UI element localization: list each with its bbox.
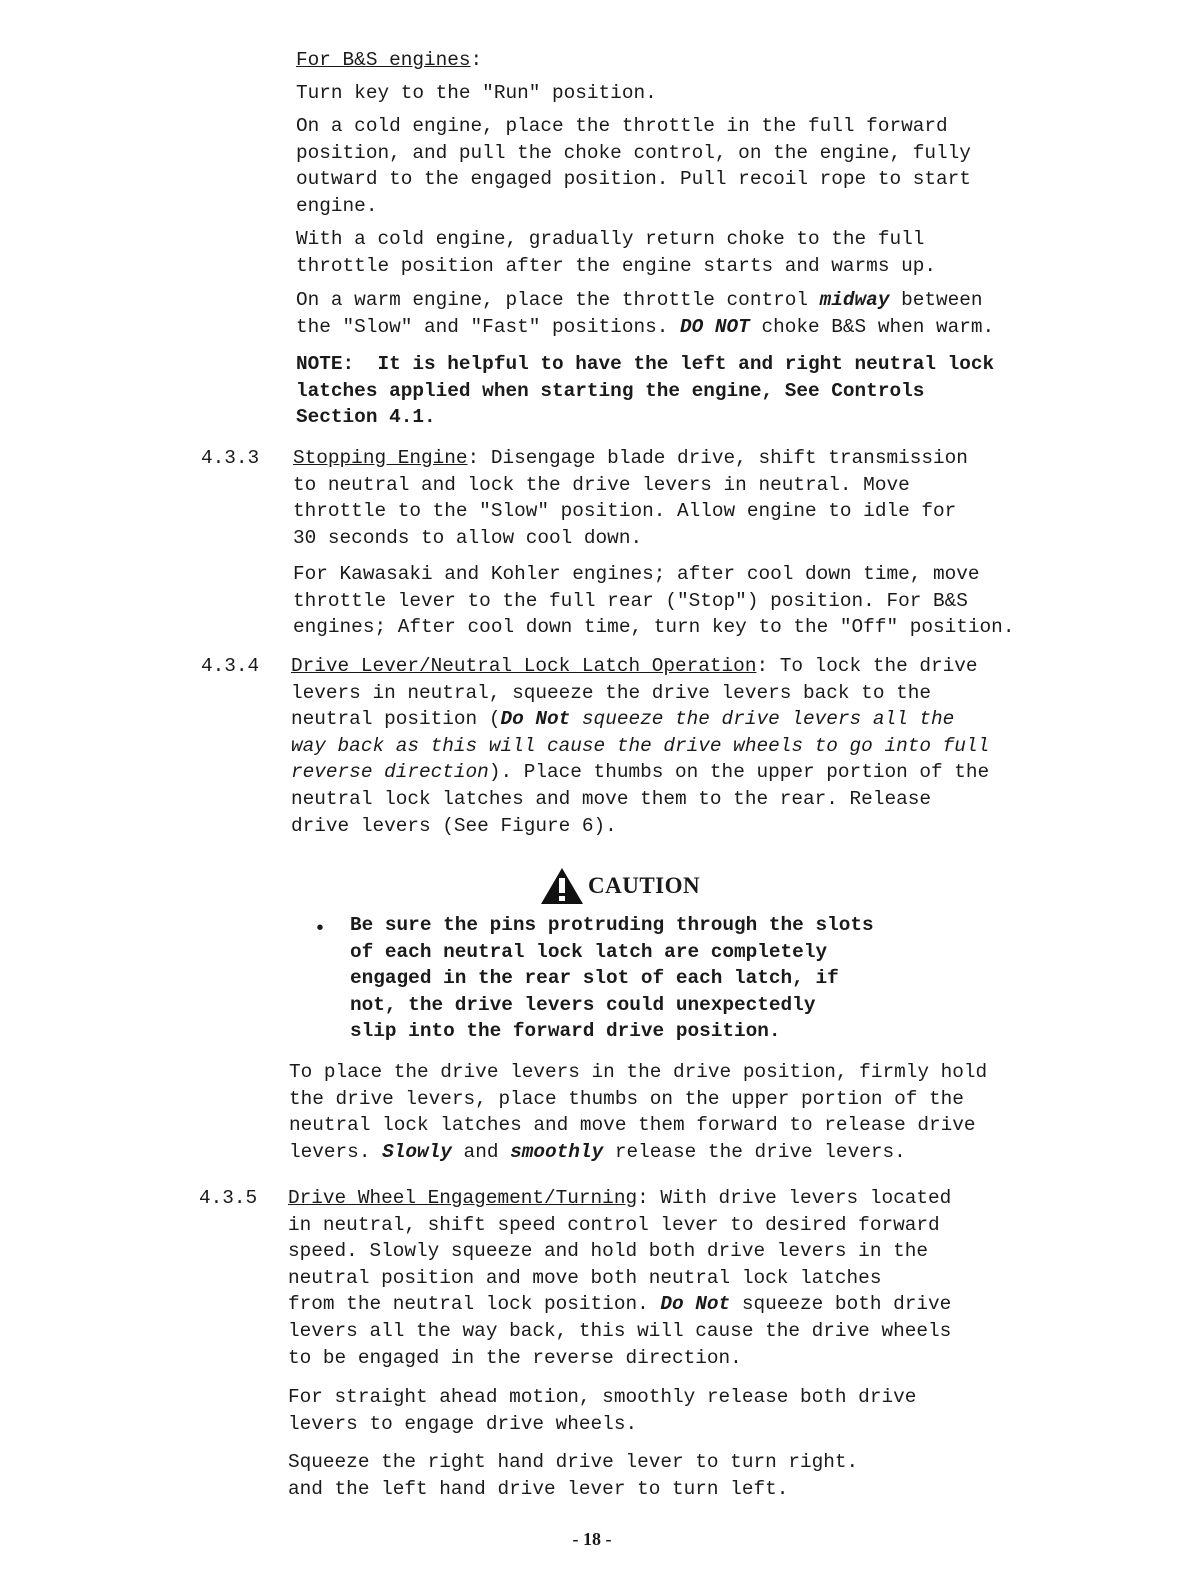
- run-line: Turn key to the "Run" position.: [296, 82, 657, 104]
- caution-title: CAUTION: [588, 872, 701, 898]
- page-number: - 18 -: [572, 1529, 612, 1549]
- warm-text: the "Slow" and "Fast" positions.: [296, 315, 680, 338]
- section-434-line: drive levers (See Figure 6).: [291, 814, 617, 837]
- italic-warning-text: way back as this will cause the drive wheels to go into full: [291, 734, 990, 757]
- choke-return-paragraph: [296, 226, 936, 279]
- drive-position-line: the drive levers, place thumbs on the upper portion of the: [289, 1087, 964, 1110]
- section-433-text: : Disengage blade drive, shift transmission: [467, 447, 968, 469]
- turning-paragraph: [288, 1449, 858, 1502]
- section-434-text: ). Place thumbs on the upper portion of the: [488, 761, 990, 784]
- kawasaki-line: For Kawasaki and Kohler engines; after cool down time, move: [293, 563, 980, 585]
- caution-line: engaged in the rear slot of each latch, if: [350, 967, 839, 990]
- section-number-433: 4.3.3: [201, 447, 260, 469]
- caution-line: not, the drive levers could unexpectedly: [350, 993, 816, 1016]
- cold-start-line: position, and pull the choke control, on the engine, fully: [296, 141, 971, 164]
- kawasaki-line: throttle lever to the full rear ("Stop") position. For B&S: [293, 589, 968, 612]
- choke-line: throttle position after the engine starts and warms up.: [296, 254, 936, 277]
- note-line: latches applied when starting the engine, See Controls: [296, 379, 925, 402]
- caution-body: [350, 912, 874, 1045]
- section-435-line: speed. Slowly squeeze and hold both drive levers in the: [288, 1240, 928, 1263]
- drive-position-text: and: [451, 1140, 511, 1163]
- smoothly-emphasis: smoothly: [510, 1140, 604, 1163]
- caution-heading: [540, 866, 700, 906]
- cold-start-line: outward to the engaged position. Pull recoil rope to start: [296, 168, 971, 191]
- section-434-text: neutral position (: [291, 708, 501, 731]
- caution-line: Be sure the pins protruding through the slots: [350, 914, 874, 936]
- choke-line: With a cold engine, gradually return choke to the full: [296, 228, 925, 250]
- run-instruction: [296, 80, 657, 107]
- note-line: NOTE: It is helpful to have the left and right neutral lock: [296, 353, 995, 375]
- drive-position-text: release the drive levers.: [603, 1140, 906, 1163]
- section-number-434: 4.3.4: [201, 655, 260, 677]
- section-434-line: levers in neutral, squeeze the drive levers back to the: [291, 681, 931, 704]
- caution-bullet: •: [314, 918, 327, 941]
- bs-heading-text: For B&S engines: [296, 49, 471, 71]
- section-435-text: squeeze both drive: [730, 1293, 952, 1316]
- drive-position-text: levers.: [289, 1140, 383, 1163]
- section-435: [288, 1185, 951, 1371]
- midway-emphasis: midway: [819, 289, 890, 311]
- straight-line: For straight ahead motion, smoothly release both drive: [288, 1386, 917, 1408]
- caution-line: of each neutral lock latch are completely: [350, 940, 828, 963]
- slowly-emphasis: Slowly: [382, 1140, 452, 1163]
- section-435-text: from the neutral lock position.: [288, 1293, 661, 1316]
- cold-start-paragraph: [296, 113, 971, 219]
- kawasaki-line: engines; After cool down time, turn key to the "Off" position.: [293, 616, 1015, 639]
- section-434: [291, 653, 989, 839]
- section-435-line: levers all the way back, this will cause the drive wheels: [288, 1319, 952, 1342]
- do-not-emphasis: Do Not: [500, 708, 571, 731]
- note-line: Section 4.1.: [296, 406, 436, 429]
- section-433-title: Stopping Engine: [293, 447, 468, 469]
- section-434-title: Drive Lever/Neutral Lock Latch Operation: [291, 655, 757, 677]
- section-number-435: 4.3.5: [199, 1187, 258, 1209]
- turning-line: and the left hand drive lever to turn left.: [288, 1477, 789, 1500]
- italic-warning-text: reverse direction: [291, 761, 489, 784]
- drive-position-line: neutral lock latches and move them forward to release drive: [289, 1114, 976, 1137]
- warm-start-paragraph: [296, 287, 994, 340]
- drive-position-line: To place the drive levers in the drive position, firmly hold: [289, 1061, 988, 1083]
- section-433-line: 30 seconds to allow cool down.: [293, 526, 643, 549]
- section-433: [293, 445, 968, 551]
- drive-position-paragraph: [289, 1059, 987, 1165]
- section-433-line: throttle to the "Slow" position. Allow engine to idle for: [293, 500, 957, 523]
- section-435-line: to be engaged in the reverse direction.: [288, 1346, 742, 1369]
- bs-heading-colon: :: [470, 49, 483, 71]
- do-not-emphasis: Do Not: [660, 1293, 731, 1316]
- warm-text: between: [889, 289, 983, 311]
- warm-text: On a warm engine, place the throttle control: [296, 289, 820, 311]
- italic-warning-text: squeeze the drive levers all the: [570, 708, 955, 731]
- cold-start-line: On a cold engine, place the throttle in the full forward: [296, 115, 948, 137]
- straight-line: levers to engage drive wheels.: [288, 1412, 638, 1435]
- bs-heading: [296, 47, 482, 74]
- do-not-emphasis: DO NOT: [680, 315, 750, 338]
- caution-line: slip into the forward drive position.: [350, 1020, 781, 1043]
- turning-line: Squeeze the right hand drive lever to turn right.: [288, 1451, 859, 1473]
- section-435-line: in neutral, shift speed control lever to desired forward: [288, 1213, 940, 1236]
- section-434-line: neutral lock latches and move them to the rear. Release: [291, 787, 931, 810]
- straight-ahead-paragraph: [288, 1384, 916, 1437]
- kawasaki-paragraph: [293, 561, 1014, 641]
- section-435-line: neutral position and move both neutral lock latches: [288, 1266, 882, 1289]
- cold-start-line: engine.: [296, 194, 378, 217]
- section-435-title: Drive Wheel Engagement/Turning: [288, 1187, 638, 1209]
- section-433-line: to neutral and lock the drive levers in neutral. Move: [293, 473, 910, 496]
- note-paragraph: [296, 351, 994, 431]
- section-435-text: : With drive levers located: [637, 1187, 952, 1209]
- section-434-text: : To lock the drive: [756, 655, 978, 677]
- warning-triangle-icon: [540, 867, 584, 905]
- warm-text: choke B&S when warm.: [749, 315, 995, 338]
